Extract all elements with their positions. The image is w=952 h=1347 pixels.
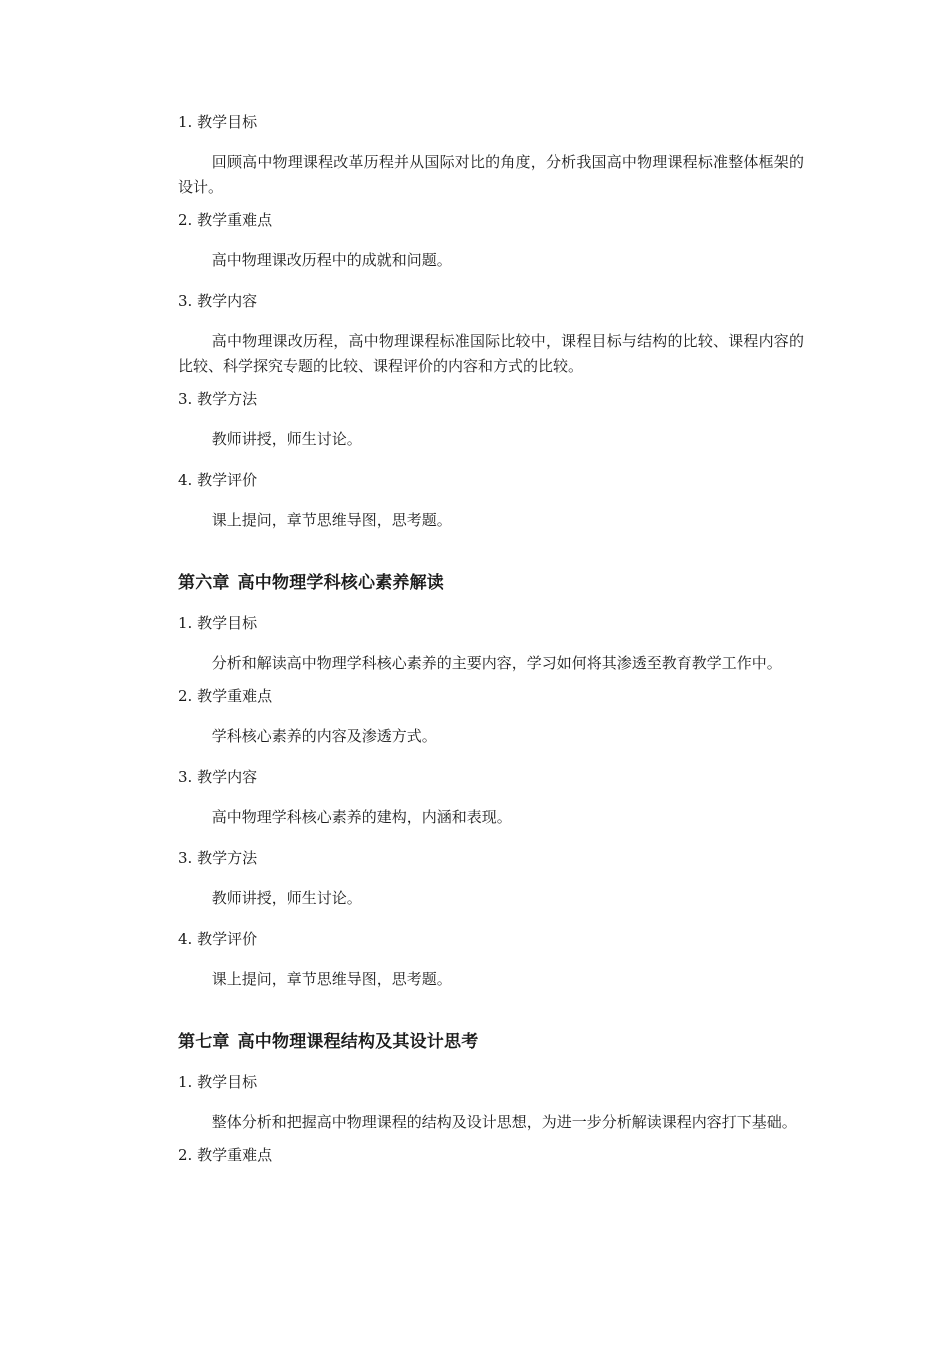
chapter6-section bbox=[178, 571, 804, 992]
section-heading-method: 3. 教学方法 bbox=[178, 849, 258, 867]
paragraph-evaluation: 课上提问，章节思维导图，思考题。 bbox=[211, 970, 452, 988]
chapter6-number: 第六章 bbox=[178, 573, 230, 593]
chapter6-title bbox=[178, 571, 804, 595]
paragraph-content: 高中物理学科核心素养的建构，内涵和表现。 bbox=[211, 808, 512, 826]
paragraph-method: 教师讲授，师生讨论。 bbox=[211, 889, 362, 907]
section-heading-key-points: 2. 教学重难点 bbox=[178, 687, 273, 705]
chapter7-number: 第七章 bbox=[178, 1032, 230, 1052]
section-heading-teaching-goal: 1. 教学目标 bbox=[178, 1073, 258, 1091]
section-heading-key-points: 2. 教学重难点 bbox=[178, 1146, 273, 1164]
section-heading-method: 3. 教学方法 bbox=[178, 390, 258, 408]
section-heading-evaluation: 4. 教学评价 bbox=[178, 930, 258, 948]
section-heading-content: 3. 教学内容 bbox=[178, 768, 258, 786]
paragraph-key-points: 高中物理课改历程中的成就和问题。 bbox=[211, 251, 452, 269]
section-heading-teaching-goal: 1. 教学目标 bbox=[178, 113, 258, 131]
chapter6-title-text: 高中物理学科核心素养解读 bbox=[237, 573, 445, 593]
section-heading-teaching-goal: 1. 教学目标 bbox=[178, 614, 258, 632]
section-heading-content: 3. 教学内容 bbox=[178, 292, 258, 310]
paragraph-content: 高中物理课改历程，高中物理课程标准国际比较中，课程目标与结构的比较、课程内容的比较、科学探究专题的比较、课程评价的内容和方式的比较。 bbox=[178, 332, 804, 375]
paragraph-teaching-goal: 分析和解读高中物理学科核心素养的主要内容，学习如何将其渗透至教育教学工作中。 bbox=[211, 654, 782, 672]
chapter5-continuation bbox=[178, 112, 804, 533]
document-page bbox=[178, 112, 804, 1183]
paragraph-teaching-goal: 整体分析和把握高中物理课程的结构及设计思想，为进一步分析解读课程内容打下基础。 bbox=[211, 1113, 797, 1131]
chapter7-title-text: 高中物理课程结构及其设计思考 bbox=[237, 1032, 479, 1052]
paragraph-evaluation: 课上提问，章节思维导图，思考题。 bbox=[211, 511, 452, 529]
chapter7-section bbox=[178, 1030, 804, 1165]
section-heading-key-points: 2. 教学重难点 bbox=[178, 211, 273, 229]
paragraph-teaching-goal: 回顾高中物理课程改革历程并从国际对比的角度，分析我国高中物理课程标准整体框架的设计。 bbox=[178, 153, 804, 196]
paragraph-key-points: 学科核心素养的内容及渗透方式。 bbox=[211, 727, 437, 745]
section-heading-evaluation: 4. 教学评价 bbox=[178, 471, 258, 489]
paragraph-method: 教师讲授，师生讨论。 bbox=[211, 430, 362, 448]
chapter7-title bbox=[178, 1030, 804, 1054]
